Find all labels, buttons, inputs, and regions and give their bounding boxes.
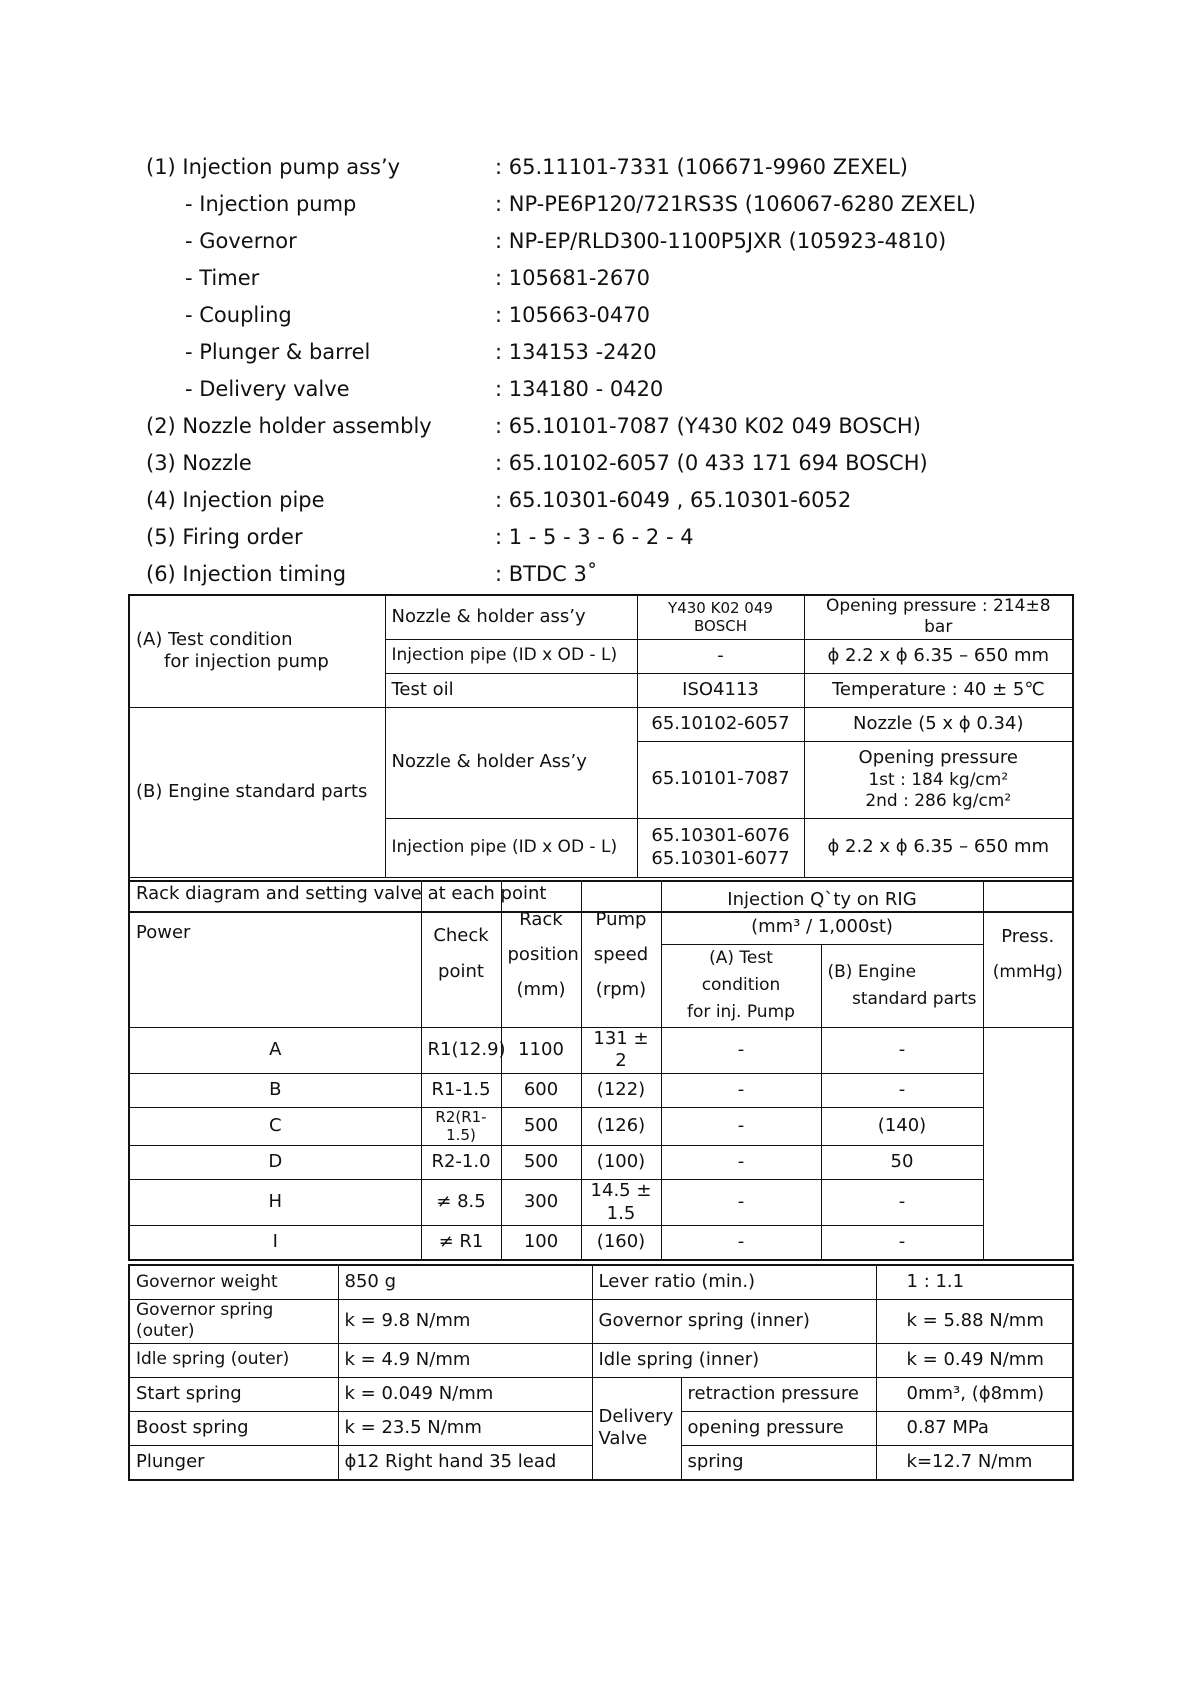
rack-eng-cell: - (661, 1180, 821, 1226)
spec-label: (6) Injection timing (146, 561, 347, 586)
spec-label: (3) Nozzle (146, 450, 252, 475)
spec-list (146, 148, 1046, 592)
rack-test-cell: (126) (581, 1107, 661, 1146)
rack-press-cell: - (821, 1073, 983, 1107)
table-row (129, 1027, 1073, 1073)
spec-label: (2) Nozzle holder assembly (146, 413, 432, 438)
cell: Governor spring (inner) (592, 1300, 876, 1344)
spec-row (146, 407, 1046, 444)
spec-row (146, 481, 1046, 518)
cell: 850 g (338, 1265, 592, 1300)
spec-value: : 134153 -2420 (495, 339, 657, 364)
rack-test-cell: (100) (581, 1146, 661, 1180)
spec-row (146, 444, 1046, 481)
cell: Plunger (129, 1445, 338, 1480)
rack-rack-cell: R1-1.5 (421, 1073, 501, 1107)
spec-label: - Injection pump (185, 191, 357, 216)
delivery-valve-label: Delivery Valve (592, 1377, 681, 1480)
spec-label: - Governor (185, 228, 297, 253)
spec-value: : 134180 - 0420 (495, 376, 664, 401)
spec-value: : 65.10101-7087 (Y430 K02 049 BOSCH) (495, 413, 921, 438)
spec-row (146, 555, 1046, 592)
rack-eng-cell: - (661, 1107, 821, 1146)
spec-label: - Plunger & barrel (185, 339, 371, 364)
spec-value: : BTDC 3˚ (495, 561, 598, 586)
cell: k=12.7 N/mm (876, 1445, 1073, 1480)
cell: Injection pipe (ID x OD - L) (385, 818, 637, 877)
test-condition-header: (A) Test condition for inj. Pump (661, 945, 821, 1028)
pipe-part-cell: 65.10301-6076 65.10301-6077 (637, 818, 804, 877)
cell: Nozzle (5 x ϕ 0.34) (804, 707, 1073, 741)
engine-standard-title: (B) Engine standard parts (129, 707, 385, 877)
rack-rack-cell: ≠ R1 (421, 1226, 501, 1261)
cell: k = 23.5 N/mm (338, 1411, 592, 1445)
cell: 0.87 MPa (876, 1411, 1073, 1445)
cell: retraction pressure (681, 1377, 876, 1411)
rack-rack-cell: ≠ 8.5 (421, 1180, 501, 1226)
rack-eng-cell: - (661, 1146, 821, 1180)
cell: Idle spring (inner) (592, 1343, 876, 1377)
cell: Lever ratio (min.) (592, 1265, 876, 1300)
rack-point-cell: I (129, 1226, 421, 1261)
rack-table (128, 880, 1074, 1261)
spec-value: : 105681-2670 (495, 265, 650, 290)
rack-test-cell: 131 ± 2 (581, 1027, 661, 1073)
rack-test-cell: 14.5 ± 1.5 (581, 1180, 661, 1226)
cell: 1 : 1.1 (876, 1265, 1073, 1300)
cell: Y430 K02 049 BOSCH (637, 595, 804, 639)
cell: k = 0.49 N/mm (876, 1343, 1073, 1377)
cell: Nozzle & holder Ass’y (385, 707, 637, 818)
rack-press-cell: - (821, 1226, 983, 1261)
cell: k = 5.88 N/mm (876, 1300, 1073, 1344)
cell: - (637, 639, 804, 673)
spec-label: (5) Firing order (146, 524, 303, 549)
spec-row (146, 259, 1046, 296)
power-label: Power (129, 881, 421, 1027)
rack-press-cell: (140) (821, 1107, 983, 1146)
rack-speed-cell: 300 (501, 1180, 581, 1226)
rack-eng-cell: - (661, 1073, 821, 1107)
cell: Governor weight (129, 1265, 338, 1300)
table-row (129, 1073, 1073, 1107)
spec-row (146, 185, 1046, 222)
rack-eng-cell: - (661, 1226, 821, 1261)
rack-rack-cell: R2(R1-1.5) (421, 1107, 501, 1146)
rack-point-cell: D (129, 1146, 421, 1180)
cell: Opening pressure : 214±8 bar (804, 595, 1073, 639)
cell: Temperature : 40 ± 5℃ (804, 673, 1073, 707)
cell: 65.10102-6057 (637, 707, 804, 741)
rack-press-cell: - (821, 1027, 983, 1073)
table-row (129, 1107, 1073, 1146)
spec-label: (1) Injection pump ass’y (146, 154, 401, 179)
spec-value: : 65.10301-6049 , 65.10301-6052 (495, 487, 852, 512)
rack-speed-cell: 600 (501, 1073, 581, 1107)
governor-table (128, 1264, 1074, 1481)
cell: 0mm³, (ϕ8mm) (876, 1377, 1073, 1411)
rack-eng-cell: - (661, 1027, 821, 1073)
rack-position-header: Rack position (mm) (501, 881, 581, 1027)
cell: Idle spring (outer) (129, 1343, 338, 1377)
rack-point-cell: C (129, 1107, 421, 1146)
spec-label: - Coupling (185, 302, 292, 327)
spec-row (146, 370, 1046, 407)
spec-row (146, 333, 1046, 370)
spec-value: : 105663-0470 (495, 302, 650, 327)
pump-speed-header: Pump speed (rpm) (581, 881, 661, 1027)
cell: ϕ 2.2 x ϕ 6.35 – 650 mm (804, 818, 1073, 877)
injection-qty-header: Injection Q`ty on RIG (mm³ / 1,000st) (661, 881, 983, 945)
cell: 65.10101-7087 (637, 741, 804, 818)
cell: ϕ 2.2 x ϕ 6.35 – 650 mm (804, 639, 1073, 673)
rack-point-cell: B (129, 1073, 421, 1107)
spec-label: - Delivery valve (185, 376, 350, 401)
table-row (129, 1146, 1073, 1180)
cell: k = 4.9 N/mm (338, 1343, 592, 1377)
spec-row (146, 148, 1046, 185)
cell: Boost spring (129, 1411, 338, 1445)
rack-speed-cell: 500 (501, 1107, 581, 1146)
cell: opening pressure (681, 1411, 876, 1445)
rack-point-cell: H (129, 1180, 421, 1226)
spec-label: (4) Injection pipe (146, 487, 325, 512)
rack-press-cell: - (821, 1180, 983, 1226)
rack-speed-cell: 100 (501, 1226, 581, 1261)
rack-title: Rack diagram and setting valve at each point (129, 877, 1073, 912)
engine-standard-header: (B) Engine standard parts (821, 945, 983, 1028)
cell: Nozzle & holder ass’y (385, 595, 637, 639)
rack-press-cell: 50 (821, 1146, 983, 1180)
spec-row (146, 296, 1046, 333)
cell: spring (681, 1445, 876, 1480)
rack-speed-cell: 500 (501, 1146, 581, 1180)
spec-label: - Timer (185, 265, 260, 290)
cell: Start spring (129, 1377, 338, 1411)
cell: Test oil (385, 673, 637, 707)
rack-point-cell: A (129, 1027, 421, 1073)
spec-value: : 65.11101-7331 (106671-9960 ZEXEL) (495, 154, 908, 179)
rack-speed-cell: 1100 (501, 1027, 581, 1073)
spec-value: : 1 - 5 - 3 - 6 - 2 - 4 (495, 524, 694, 549)
rack-rack-cell: R1(12.9) (421, 1027, 501, 1073)
spec-value: : 65.10102-6057 (0 433 171 694 BOSCH) (495, 450, 928, 475)
spec-value: : NP-PE6P120/721RS3S (106067-6280 ZEXEL) (495, 191, 976, 216)
table-row (129, 1180, 1073, 1226)
cell: Governor spring (outer) (129, 1300, 338, 1344)
cell: Injection pipe (ID x OD - L) (385, 639, 637, 673)
opening-pressure-cell: Opening pressure 1st : 184 kg/cm² 2nd : 286 kg/cm² (804, 741, 1073, 818)
spec-row (146, 518, 1046, 555)
rack-test-cell: (122) (581, 1073, 661, 1107)
test-condition-table (128, 594, 1074, 913)
rack-test-cell: (160) (581, 1226, 661, 1261)
cell: k = 9.8 N/mm (338, 1300, 592, 1344)
rack-rack-cell: R2-1.0 (421, 1146, 501, 1180)
test-condition-title: (A) Test condition for injection pump (129, 595, 385, 707)
press-header: Press. (mmHg) (983, 881, 1073, 1027)
cell: ISO4113 (637, 673, 804, 707)
table-row (129, 1226, 1073, 1261)
cell: k = 0.049 N/mm (338, 1377, 592, 1411)
spec-row (146, 222, 1046, 259)
check-point-header: Check point (421, 881, 501, 1027)
spec-value: : NP-EP/RLD300-1100P5JXR (105923-4810) (495, 228, 947, 253)
cell: ϕ12 Right hand 35 lead (338, 1445, 592, 1480)
